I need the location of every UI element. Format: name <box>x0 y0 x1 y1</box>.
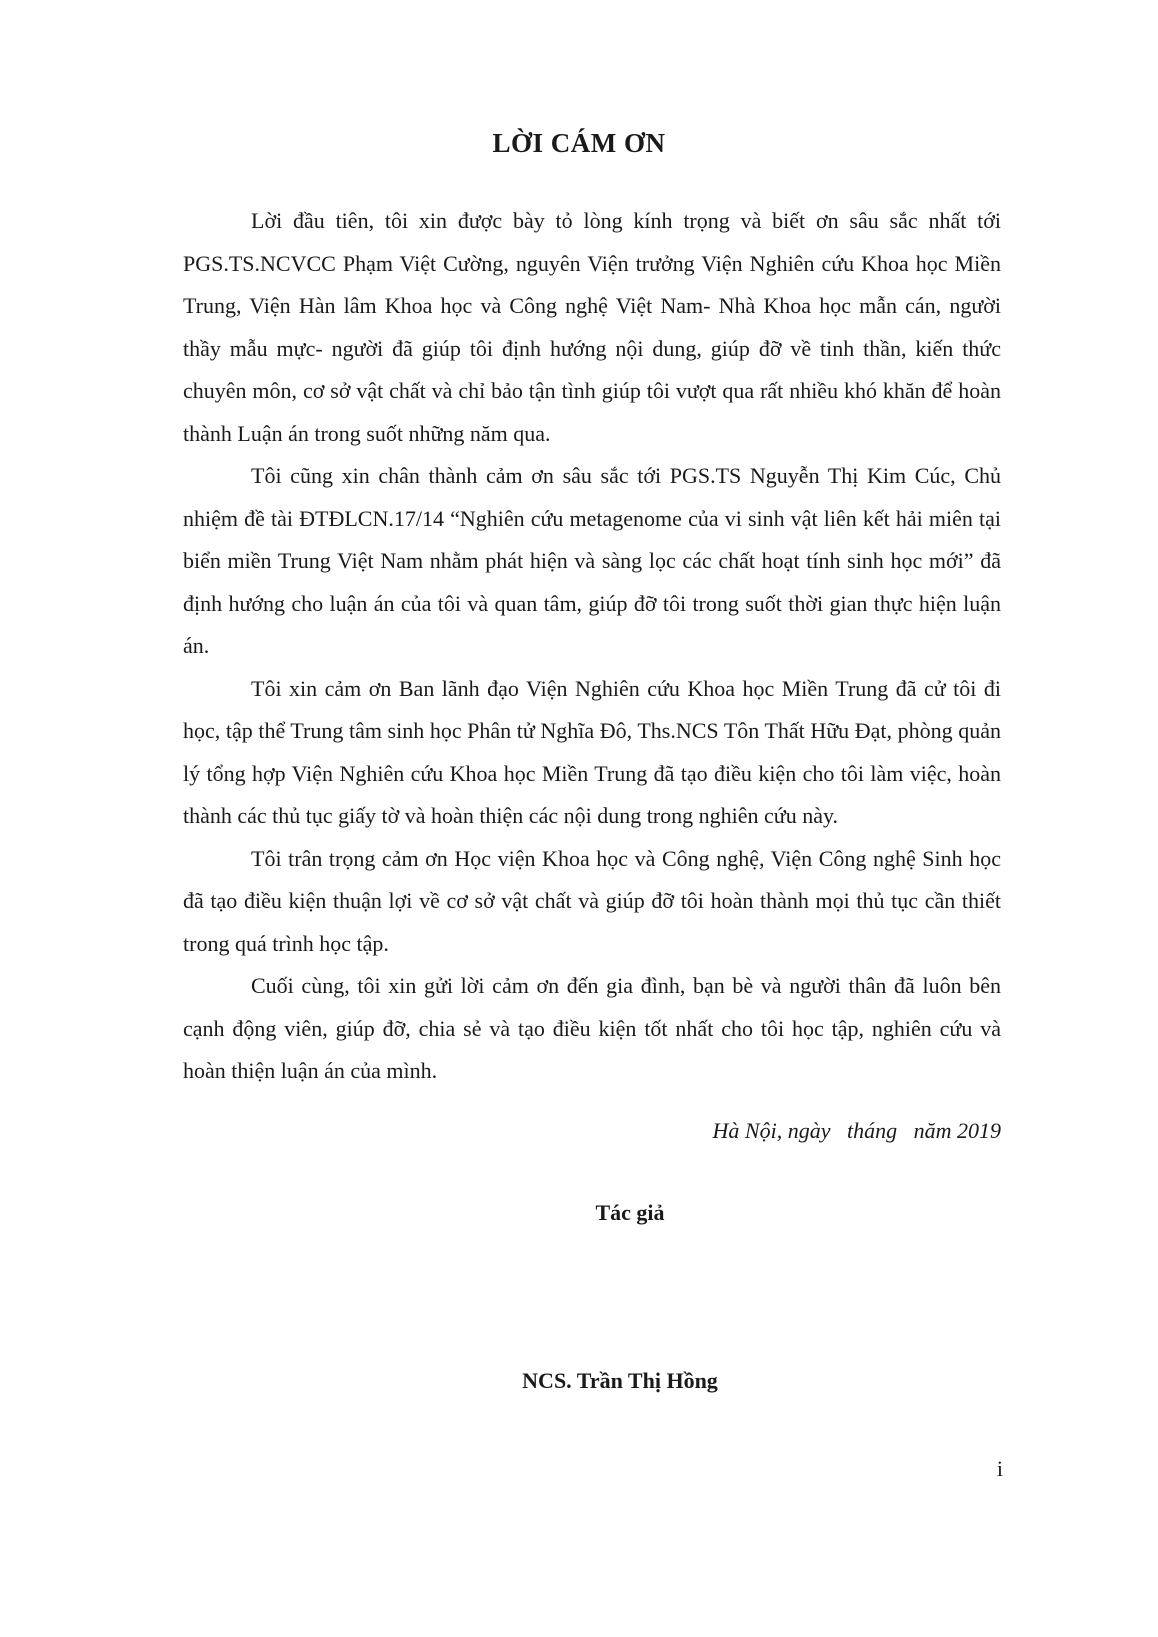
page-title: LỜI CÁM ƠN <box>492 128 666 158</box>
author-name: NCS. Trần Thị Hồng <box>522 1368 718 1393</box>
date-line: Hà Nội, ngày tháng năm 2019 <box>712 1118 1001 1143</box>
paragraph-1: Lời đầu tiên, tôi xin được bày tỏ lòng kính trọng và biết ơn sâu sắc nhất tới PGS.TS.NCVCC Phạm Việt Cường, nguyên Viện trưởng Viện Nghiên cứu Khoa học Miền Trung, Viện Hàn lâm Khoa học và Công nghệ Việt Nam- Nhà Khoa học mẫn cán, người thầy mẫu mực- người đã giúp tôi định hướng nội dung, giúp đỡ về tinh thần, kiến thức chuyên môn, cơ sở vật chất và chỉ bảo tận tình giúp tôi vượt qua rất nhiều khó khăn để hoàn thành Luận án trong suốt những năm qua. <box>183 208 1001 446</box>
paragraph-3: Tôi xin cảm ơn Ban lãnh đạo Viện Nghiên cứu Khoa học Miền Trung đã cử tôi đi học, tập thể Trung tâm sinh học Phân tử Nghĩa Đô, Ths.NCS Tôn Thất Hữu Đạt, phòng quản lý tổng hợp Viện Nghiên cứu Khoa học Miền Trung đã tạo điều kiện cho tôi làm việc, hoàn thành các thủ tục giấy tờ và hoàn thiện các nội dung trong nghiên cứu này. <box>183 675 1001 828</box>
page-number: i <box>996 1456 1003 1481</box>
author-label: Tác giả <box>595 1200 665 1225</box>
acknowledgement-body <box>183 200 1001 1093</box>
paragraph-2: Tôi cũng xin chân thành cảm ơn sâu sắc tới PGS.TS Nguyễn Thị Kim Cúc, Chủ nhiệm đề tài ĐTĐLCN.17/14 “Nghiên cứu metagenome của vi sinh vật liên kết hải miên tại biển miền Trung Việt Nam nhằm phát hiện và sàng lọc các chất hoạt tính sinh học mới” đã định hướng cho luận án của tôi và quan tâm, giúp đỡ tôi trong suốt thời gian thực hiện luận án. <box>183 463 1001 658</box>
paragraph-4: Tôi trân trọng cảm ơn Học viện Khoa học và Công nghệ, Viện Công nghệ Sinh học đã tạo điều kiện thuận lợi về cơ sở vật chất và giúp đỡ tôi hoàn thành mọi thủ tục cần thiết trong quá trình học tập. <box>183 845 1001 956</box>
paragraph-5: Cuối cùng, tôi xin gửi lời cảm ơn đến gia đình, bạn bè và người thân đã luôn bên cạnh động viên, giúp đỡ, chia sẻ và tạo điều kiện tốt nhất cho tôi học tập, nghiên cứu và hoàn thiện luận án của mình. <box>183 973 1001 1083</box>
